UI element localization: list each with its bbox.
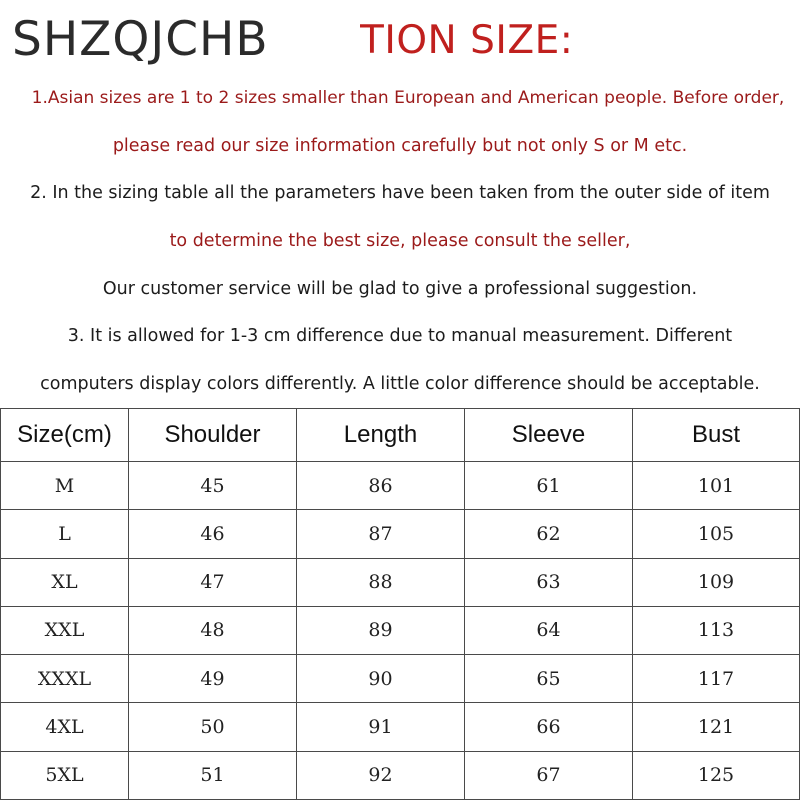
column-header-bust: Bust xyxy=(633,409,800,462)
cell-shoulder: 50 xyxy=(129,703,297,751)
cell-size: XXXL xyxy=(1,655,129,703)
cell-bust: 117 xyxy=(633,655,800,703)
brand-watermark: SHZQJCHB xyxy=(0,6,360,74)
header xyxy=(0,0,800,70)
table-row xyxy=(1,606,800,654)
note-line: to determine the best size, please consult the seller, xyxy=(169,231,631,251)
size-table xyxy=(0,408,800,800)
cell-bust: 121 xyxy=(633,703,800,751)
cell-length: 92 xyxy=(297,751,465,799)
column-header-shoulder: Shoulder xyxy=(129,409,297,462)
size-chart-title: TION SIZE: xyxy=(360,18,574,63)
cell-bust: 101 xyxy=(633,462,800,510)
size-notes xyxy=(0,72,800,406)
table-header-row xyxy=(1,409,800,462)
cell-length: 89 xyxy=(297,606,465,654)
cell-sleeve: 66 xyxy=(465,703,633,751)
table-row xyxy=(1,703,800,751)
note-line: 1.Asian sizes are 1 to 2 sizes smaller than European and American people. Before order, xyxy=(31,88,785,108)
cell-shoulder: 45 xyxy=(129,462,297,510)
note-line: Our customer service will be glad to give a professional suggestion. xyxy=(102,279,698,299)
cell-sleeve: 64 xyxy=(465,606,633,654)
cell-size: XL xyxy=(1,558,129,606)
note-line: computers display colors differently. A little color difference should be acceptable. xyxy=(40,374,760,394)
table-row xyxy=(1,462,800,510)
column-header-sleeve: Sleeve xyxy=(465,409,633,462)
cell-shoulder: 46 xyxy=(129,510,297,558)
cell-length: 91 xyxy=(297,703,465,751)
cell-size: XXL xyxy=(1,606,129,654)
note-line: please read our size information carefully but not only S or M etc. xyxy=(112,136,688,156)
cell-bust: 113 xyxy=(633,606,800,654)
cell-shoulder: 49 xyxy=(129,655,297,703)
cell-shoulder: 47 xyxy=(129,558,297,606)
cell-bust: 109 xyxy=(633,558,800,606)
cell-size: M xyxy=(1,462,129,510)
cell-length: 88 xyxy=(297,558,465,606)
cell-length: 90 xyxy=(297,655,465,703)
cell-bust: 125 xyxy=(633,751,800,799)
cell-sleeve: 65 xyxy=(465,655,633,703)
cell-sleeve: 62 xyxy=(465,510,633,558)
cell-bust: 105 xyxy=(633,510,800,558)
cell-sleeve: 63 xyxy=(465,558,633,606)
note-line: 2. In the sizing table all the parameters have been taken from the outer side of item xyxy=(30,183,770,203)
table-row xyxy=(1,751,800,799)
cell-size: 4XL xyxy=(1,703,129,751)
table-row xyxy=(1,558,800,606)
note-line: 3. It is allowed for 1-3 cm difference due to manual measurement. Different xyxy=(67,326,733,346)
cell-length: 87 xyxy=(297,510,465,558)
cell-length: 86 xyxy=(297,462,465,510)
table-row xyxy=(1,510,800,558)
column-header-length: Length xyxy=(297,409,465,462)
cell-sleeve: 61 xyxy=(465,462,633,510)
cell-shoulder: 48 xyxy=(129,606,297,654)
cell-sleeve: 67 xyxy=(465,751,633,799)
cell-size: 5XL xyxy=(1,751,129,799)
cell-shoulder: 51 xyxy=(129,751,297,799)
column-header-size: Size(cm) xyxy=(1,409,129,462)
cell-size: L xyxy=(1,510,129,558)
table-row xyxy=(1,655,800,703)
